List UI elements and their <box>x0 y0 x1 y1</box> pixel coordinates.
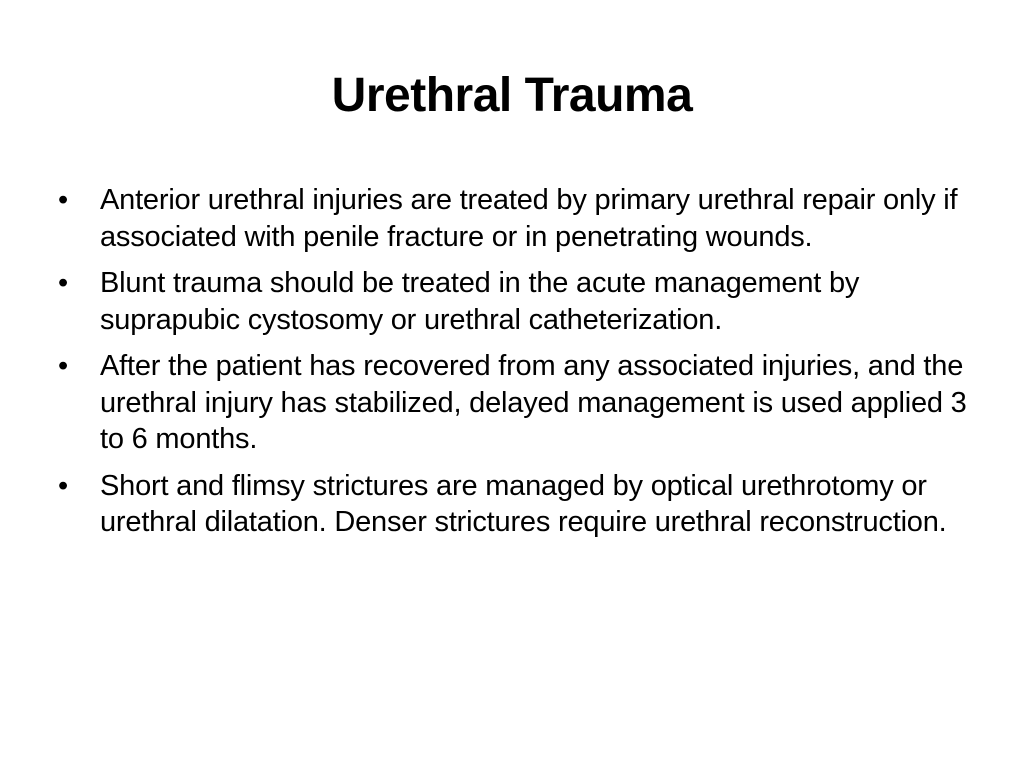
bullet-item <box>58 265 978 338</box>
bullet-dot-icon: • <box>58 469 68 502</box>
bullet-dot-icon: • <box>58 350 68 382</box>
bullet-text: Blunt trauma should be treated in the acute management by suprapubic cystosomy or urethral catheterization. <box>100 267 860 336</box>
bullet-list <box>58 182 978 551</box>
bullet-item <box>58 468 978 541</box>
bullet-text: Anterior urethral injuries are treated by primary urethral repair only if associated with penile fracture or in penetrating wounds. <box>100 184 958 253</box>
bullet-text: Short and flimsy strictures are managed by optical urethrotomy or urethral dilatation. Denser strictures require urethral reconstruction. <box>100 469 947 538</box>
bullet-item <box>58 348 978 458</box>
slide-title: Urethral Trauma <box>331 69 693 122</box>
bullet-dot-icon: • <box>58 184 68 216</box>
bullet-item <box>58 182 978 255</box>
bullet-text: After the patient has recovered from any associated injuries, and the urethral injury has stabilized, delayed management is used applied 3 to 6 months. <box>100 350 967 455</box>
bullet-dot-icon: • <box>58 267 68 299</box>
